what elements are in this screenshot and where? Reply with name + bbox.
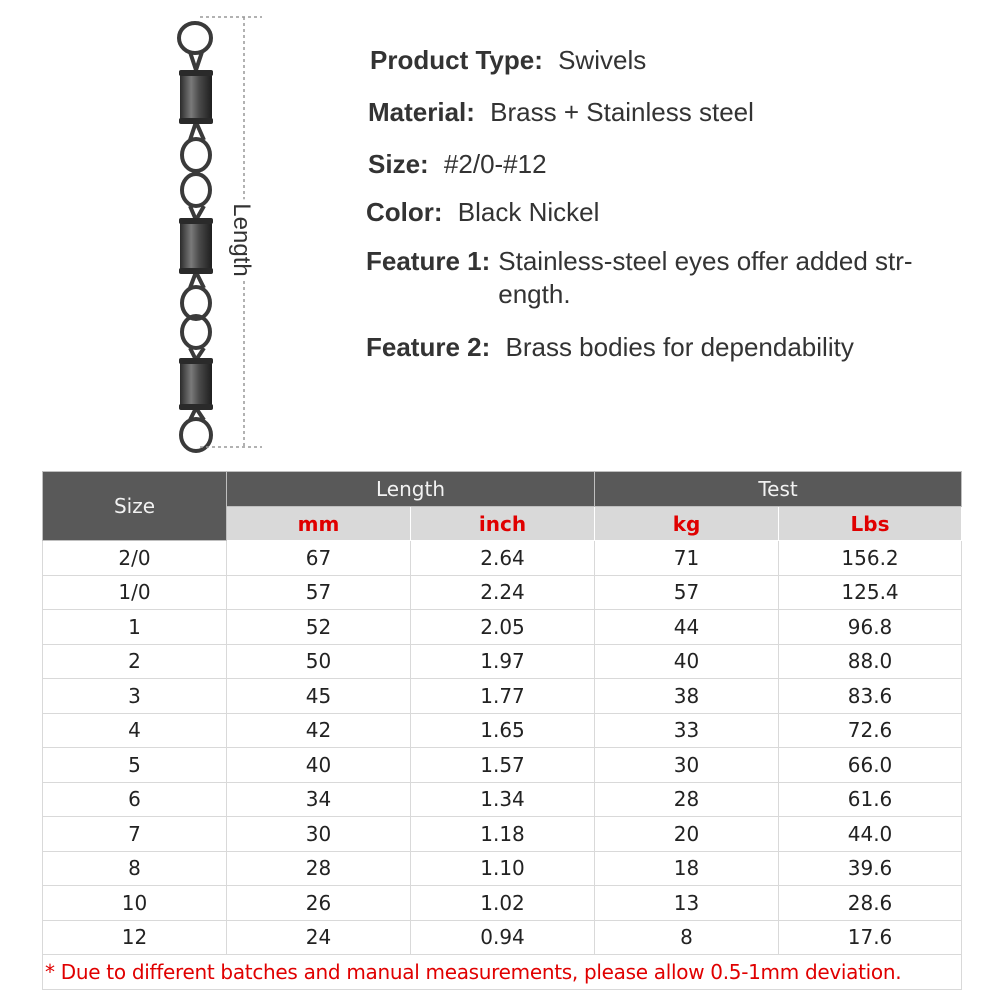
header-test: Test (595, 472, 962, 507)
table-cell: 12 (43, 920, 227, 955)
table-cell: 2 (43, 644, 227, 679)
spec-feature-2 (366, 331, 854, 363)
table-row (43, 679, 962, 714)
table-cell: 28 (595, 782, 779, 817)
table-cell: 42 (227, 713, 411, 748)
table-row (43, 610, 962, 645)
header-kg: kg (595, 507, 779, 541)
table-cell: 96.8 (779, 610, 962, 645)
table-cell: 18 (595, 851, 779, 886)
table-cell: 6 (43, 782, 227, 817)
spec-label: Material: (368, 97, 475, 127)
table-cell: 38 (595, 679, 779, 714)
header-length: Length (227, 472, 595, 507)
table-cell: 30 (595, 748, 779, 783)
table-cell: 1.97 (411, 644, 595, 679)
table-cell: 2/0 (43, 541, 227, 576)
spec-label: Color: (366, 197, 443, 227)
table-row (43, 748, 962, 783)
table-row (43, 541, 962, 576)
table-cell: 2.05 (411, 610, 595, 645)
table-cell: 33 (595, 713, 779, 748)
table-cell: 4 (43, 713, 227, 748)
table-cell: 39.6 (779, 851, 962, 886)
table-cell: 72.6 (779, 713, 962, 748)
table-row (43, 817, 962, 852)
table-cell: 1.10 (411, 851, 595, 886)
table-cell: 24 (227, 920, 411, 955)
table-cell: 1.34 (411, 782, 595, 817)
header-lbs: Lbs (779, 507, 962, 541)
spec-value: Stainless-steel eyes offer added str- (498, 246, 913, 276)
spec-value: Brass bodies for dependability (505, 332, 854, 362)
table-cell: 1.57 (411, 748, 595, 783)
header-inch: inch (411, 507, 595, 541)
spec-material (368, 96, 754, 128)
spec-value-continued: ength. (498, 279, 571, 309)
table-cell: 28 (227, 851, 411, 886)
spec-label: Size: (368, 149, 429, 179)
deviation-note: * Due to different batches and manual measurements, please allow 0.5-1mm deviation. (43, 955, 962, 990)
length-dimension-label: Length (226, 190, 256, 290)
spec-feature-1 (366, 245, 1001, 311)
header-mm: mm (227, 507, 411, 541)
table-row (43, 644, 962, 679)
table-cell: 57 (227, 575, 411, 610)
spec-label: Product Type: (370, 45, 543, 75)
spec-size (368, 148, 547, 180)
spec-value: Swivels (558, 45, 647, 75)
table-cell: 88.0 (779, 644, 962, 679)
table-row (43, 886, 962, 921)
table-cell: 1/0 (43, 575, 227, 610)
table-row (43, 920, 962, 955)
table-cell: 71 (595, 541, 779, 576)
table-cell: 44.0 (779, 817, 962, 852)
table-cell: 28.6 (779, 886, 962, 921)
table-cell: 1.02 (411, 886, 595, 921)
table-cell: 7 (43, 817, 227, 852)
table-cell: 3 (43, 679, 227, 714)
spec-product-type (370, 44, 646, 76)
table-cell: 2.24 (411, 575, 595, 610)
table-cell: 8 (595, 920, 779, 955)
table-cell: 30 (227, 817, 411, 852)
spec-value: Black Nickel (457, 197, 600, 227)
table-cell: 1 (43, 610, 227, 645)
table-row (43, 713, 962, 748)
table-cell: 26 (227, 886, 411, 921)
table-cell: 0.94 (411, 920, 595, 955)
table-cell: 40 (595, 644, 779, 679)
spec-value: #2/0-#12 (443, 149, 547, 179)
table-cell: 1.18 (411, 817, 595, 852)
spec-value: Brass + Stainless steel (490, 97, 754, 127)
spec-label: Feature 2: (366, 332, 491, 362)
table-row (43, 782, 962, 817)
table-cell: 57 (595, 575, 779, 610)
table-cell: 67 (227, 541, 411, 576)
table-cell: 40 (227, 748, 411, 783)
table-cell: 1.77 (411, 679, 595, 714)
table-cell: 125.4 (779, 575, 962, 610)
table-cell: 156.2 (779, 541, 962, 576)
table-cell: 20 (595, 817, 779, 852)
table-cell: 83.6 (779, 679, 962, 714)
table-cell: 1.65 (411, 713, 595, 748)
table-cell: 10 (43, 886, 227, 921)
header-size: Size (43, 472, 227, 541)
spec-label: Feature 1: (366, 246, 491, 276)
table-cell: 52 (227, 610, 411, 645)
table-cell: 61.6 (779, 782, 962, 817)
table-cell: 5 (43, 748, 227, 783)
table-cell: 8 (43, 851, 227, 886)
table-cell: 2.64 (411, 541, 595, 576)
table-cell: 50 (227, 644, 411, 679)
table-cell: 44 (595, 610, 779, 645)
table-row (43, 575, 962, 610)
size-table (42, 471, 962, 990)
table-cell: 66.0 (779, 748, 962, 783)
table-cell: 13 (595, 886, 779, 921)
table-cell: 17.6 (779, 920, 962, 955)
table-row (43, 851, 962, 886)
table-cell: 45 (227, 679, 411, 714)
table-cell: 34 (227, 782, 411, 817)
spec-color (366, 196, 599, 228)
